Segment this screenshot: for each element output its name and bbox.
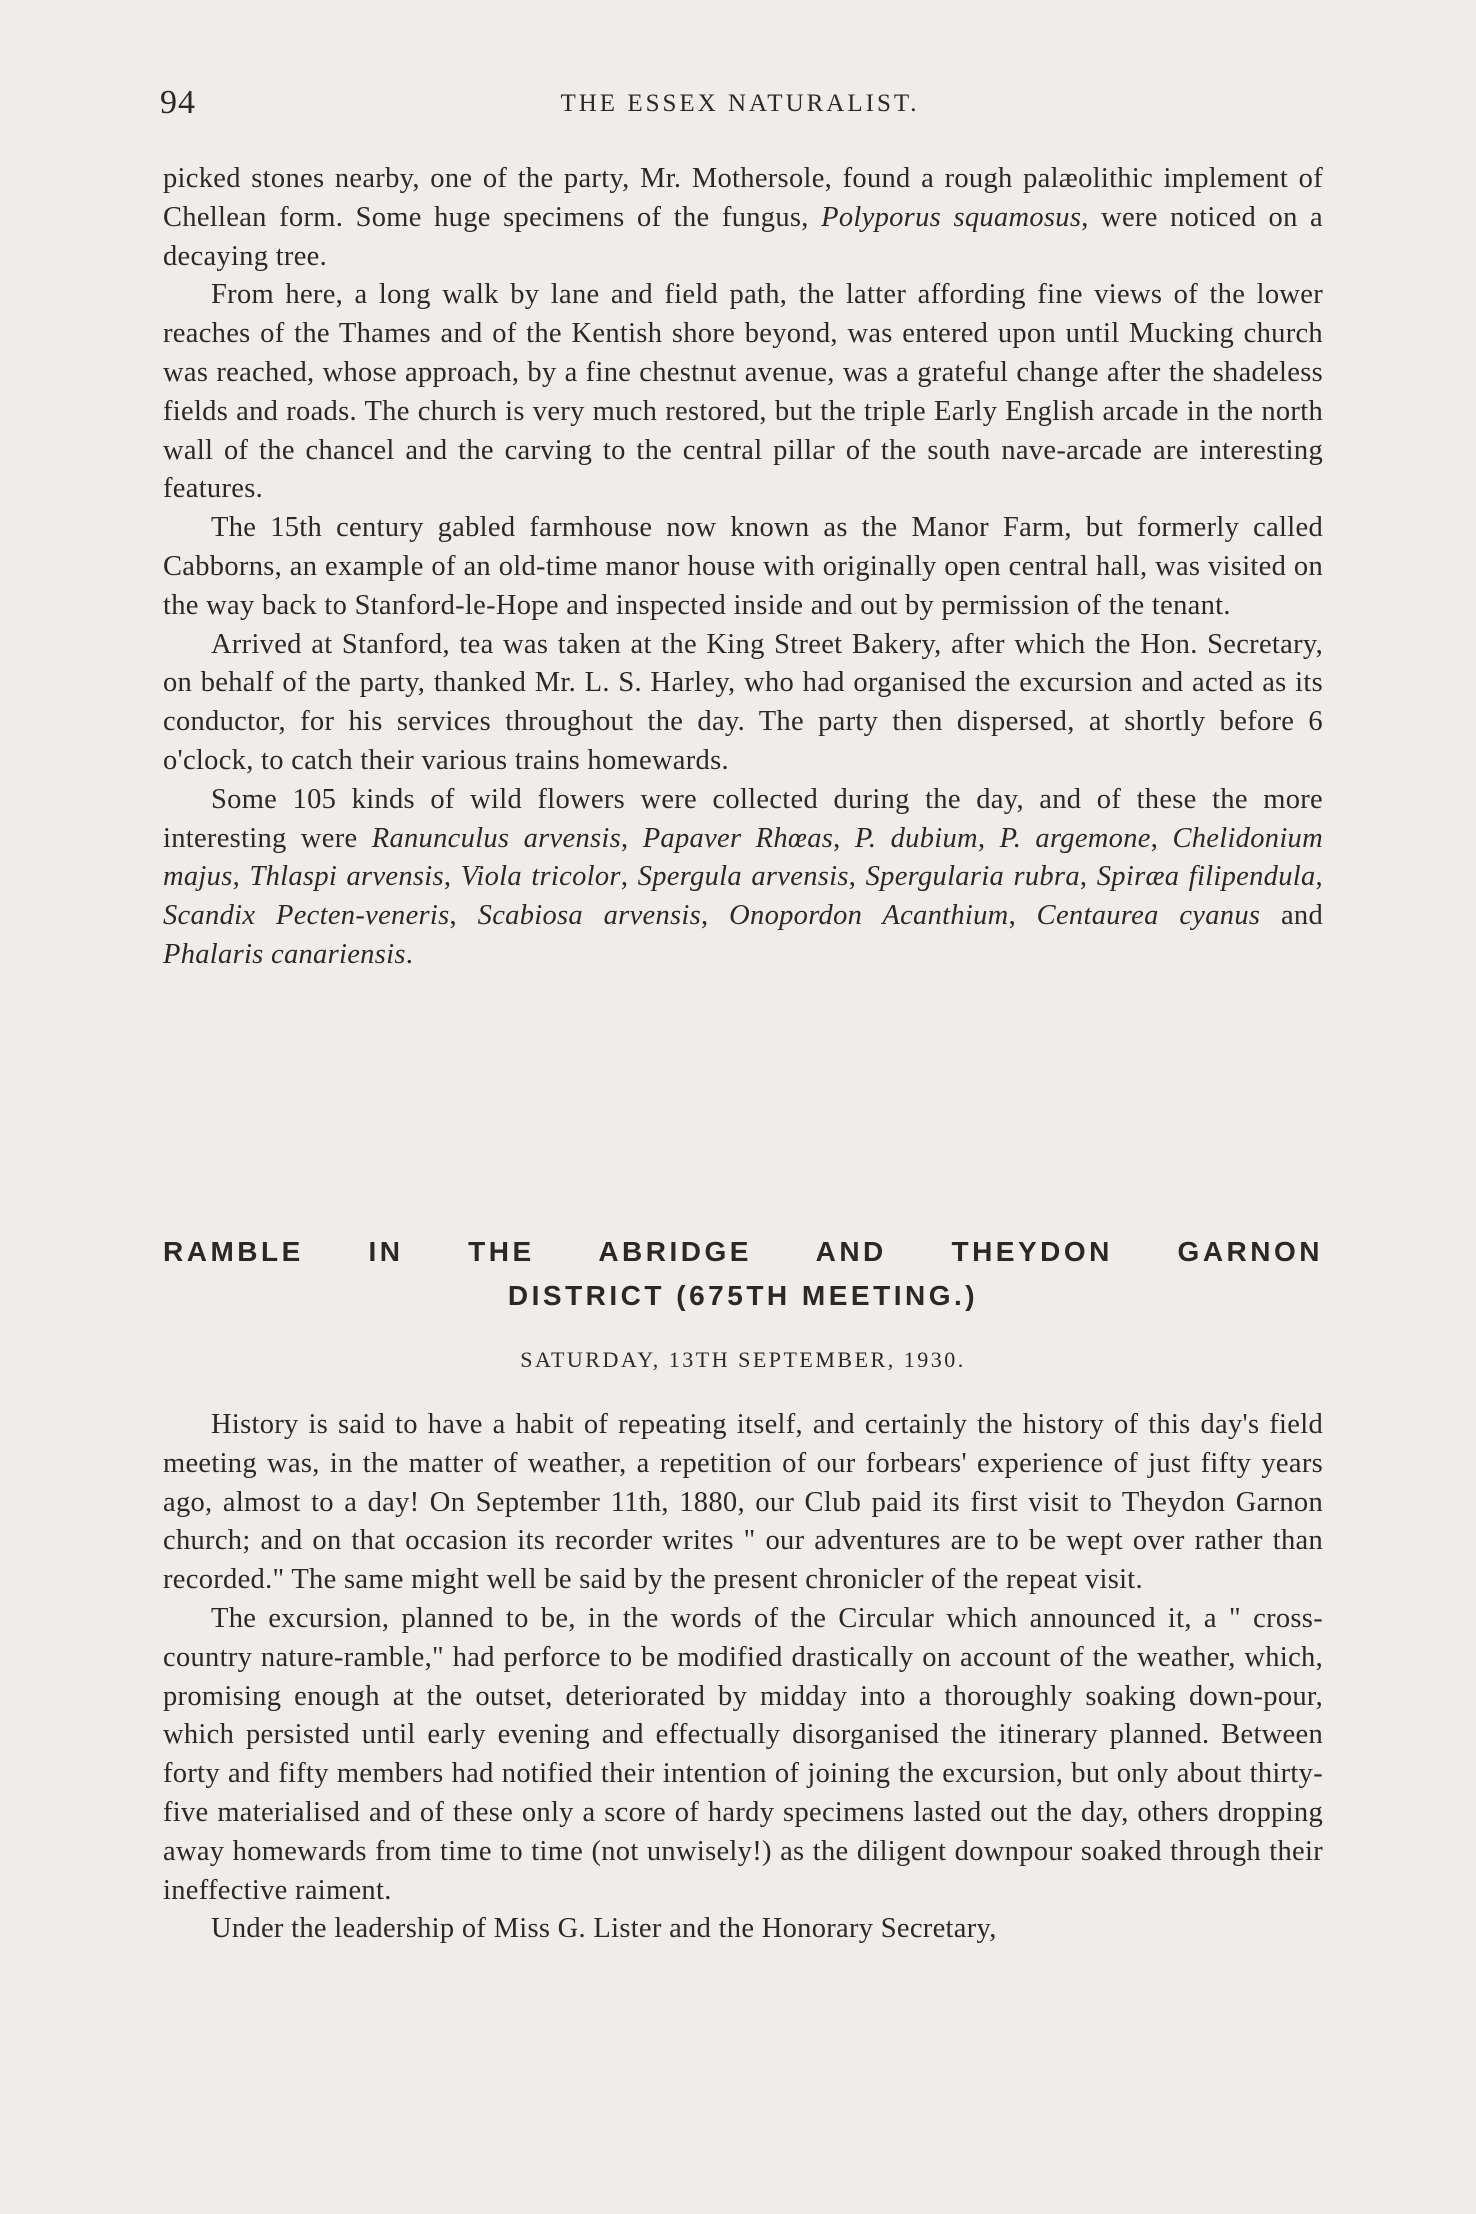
ramble-report xyxy=(163,1406,1323,1949)
species-name: Centaurea cyanus xyxy=(1036,900,1261,932)
paragraph: Under the leadership of Miss G. Lister and the Honorary Secretary, xyxy=(211,1913,997,1945)
species-name: Spergula arvensis xyxy=(637,861,849,893)
paragraph: History is said to have a habit of repeating itself, and certainly the history of this day's field meeting was, in the matter of weather, a repetition of our forbears' experience of just fifty years ago, almost to a day! On September 11th, 1880, our Club paid its first visit to Theydon Garnon church; and on that occasion its recorder writes " our adventures are to be wept over rather than recorded." The same might well be said by the present chronicler of the repeat visit. xyxy=(163,1409,1323,1596)
running-head xyxy=(160,84,1320,128)
page-number: 94 xyxy=(160,84,196,121)
species-name: Spergularia rubra xyxy=(865,861,1080,893)
journal-title: THE ESSEX NATURALIST. xyxy=(560,90,920,117)
paragraph: Arrived at Stanford, tea was taken at the King Street Bakery, after which the Hon. Secretary, on behalf of the party, thanked Mr. L. S. Harley, who had organised the excursion and acted as its conductor, for his services throughout the day. The party then dispersed, at shortly before 6 o'clock, to catch their various trains homewards. xyxy=(163,628,1323,776)
paragraph: From here, a long walk by lane and field path, the latter affording fine views of the lower reaches of the Thames and of the Kentish shore beyond, was entered upon until Mucking church was reached, whose approach, by a fine chestnut avenue, was a grateful change after the shadeless fields and roads. The church is very much restored, but the triple Early English arcade in the north wall of the chancel and the carving to the central pillar of the south nave-arcade are interesting features. xyxy=(163,279,1323,505)
species-name: Papaver Rhœas xyxy=(642,822,834,854)
species-name: Scabiosa arvensis xyxy=(477,900,702,932)
field-meeting-report-continued xyxy=(163,160,1323,975)
paragraph: picked stones nearby, one of the party, Mr. Mothersole, found a rough palæolithic implement of Chellean form. Some huge specimens of the fungus, Polyporus squamosus, were noticed on a decaying tree. xyxy=(163,163,1323,272)
species-name: Spiræa filipendula xyxy=(1096,861,1316,893)
section-date: SATURDAY, 13TH SEPTEMBER, 1930. xyxy=(520,1347,966,1372)
species-name: Viola tricolor xyxy=(460,861,621,893)
species-name: Phalaris canariensis xyxy=(163,938,406,970)
species-name: Onopordon Acanthium xyxy=(729,900,1009,932)
species-name: Chelidonium majus xyxy=(163,822,1323,893)
wild-flowers-paragraph: Some 105 kinds of wild flowers were collected during the day, and of these the more interesting were Ranunculus arvensis, Papaver Rhœas, P. dubium, P. argemone, Chelidonium majus, Thlaspi arvensis, Viola tricolor, Spergula arvensis, Spergularia rubra, Spiræa filipendula, Scandix Pecten-veneris, Scabiosa arvensis, Onopordon Acanthium, Centaurea cyanus and Phalaris canariensis. xyxy=(163,783,1323,970)
species-name: Thlaspi arvensis xyxy=(249,861,444,893)
species-name: P. dubium xyxy=(854,822,978,854)
section-heading-line: RAMBLE IN THE ABRIDGE AND THEYDON GARNON xyxy=(163,1236,1323,1267)
species-name: Polyporus squamosus xyxy=(821,201,1082,233)
species-name: P. argemone xyxy=(999,822,1151,854)
species-name: Scandix Pecten-veneris xyxy=(163,900,450,932)
species-name: Ranunculus arvensis xyxy=(371,822,621,854)
section-heading xyxy=(163,1230,1323,1318)
section-heading-line: DISTRICT (675TH MEETING.) xyxy=(507,1280,979,1311)
paragraph: The excursion, planned to be, in the words of the Circular which announced it, a " cross-country nature-ramble," had perforce to be modified drastically on account of the weather, which, promising enough at the outset, deteriorated by midday into a thoroughly soaking down-pour, which persisted until early evening and effectually disorganised the itinerary planned. Between forty and fifty members had notified their intention of joining the excursion, but only about thirty-five materialised and of these only a score of hardy specimens lasted out the day, others dropping away homewards from time to time (not unwisely!) as the diligent downpour soaked through their ineffective raiment. xyxy=(163,1602,1323,1906)
paragraph: The 15th century gabled farmhouse now known as the Manor Farm, but formerly called Cabborns, an example of an old-time manor house with originally open central hall, was visited on the way back to Stanford-le-Hope and inspected inside and out by permission of the tenant. xyxy=(163,512,1323,621)
